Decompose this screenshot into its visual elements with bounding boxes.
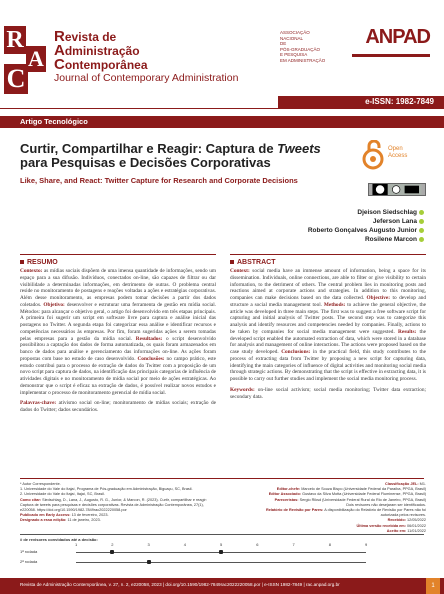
anpad-logo: [280, 24, 430, 74]
affiliation-item: 1. Universidade do Vale do Itajaí, Programa de Pós-graduação em Administração, Biguaçu, SC, Brasil.: [20, 487, 193, 492]
journal-title: [54, 30, 148, 72]
footer-citation[interactable]: Revista de Administração Contemporânea, v. 27, n. 2, e220058, 2023 | doi.org/10.1590/1982-7849rac2022220058.por | e-ISSN 1982-7849 | rac.anpad.org.br: [20, 582, 340, 587]
abstract-paragraph: [230, 268, 426, 383]
author-name[interactable]: Roberto Gonçalves Augusto Junior: [307, 227, 417, 234]
affiliation-item: 2. Universidade do Vale do Itajaí, Itajaí, SC, Brasil.: [20, 492, 105, 497]
bullet-square-icon: [20, 260, 24, 264]
note-text: M1.: [418, 482, 426, 486]
resumo-text: as mídias sociais dispõem de uma imensa quantidade de informações, sendo um espaço para a sua difusão. Indivíduos, conectados on-line, são capazes de filtrar ou dar visibilidade a determinadas informações, em detrimento de outras. O problema central reside no monitoramento de postagens e reações voltadas a ações e estratégias corporativas. Além desse monitoramento, as empresas podem tomar decisões a partir dos dados coletados.: [20, 268, 216, 308]
editorial-info: [250, 482, 426, 534]
review-round-label: 1ª rodada: [20, 549, 38, 554]
note-label: Aceito em:: [386, 528, 407, 533]
association-line: E PESQUISA: [280, 52, 308, 57]
resumo-body: [20, 268, 216, 414]
article-title: [20, 142, 340, 170]
author-item[interactable]: [308, 226, 424, 235]
logo-letter-r: R: [4, 26, 26, 54]
open-access-icon: [360, 140, 386, 170]
title-part: para Pesquisas e Decisões Corporativas: [20, 155, 271, 170]
association-line: ASSOCIAÇÃO: [280, 30, 310, 35]
journal-title-initial-r: R: [54, 28, 65, 45]
resumo-label: Contexto:: [20, 268, 43, 274]
review-divider: [20, 534, 424, 535]
assigned-note: [20, 518, 216, 523]
resumo-text: desenvolver e estruturar uma ferramenta de gestão em mídia social. Métodos: para alcançar o objetivo geral, o artigo foi desenvolvido em três etapas principais. A primeira foi sugerir um script em software livre para captura e análise inicial das postagens no Twitter. A segunda etapa foi categorizar essa análise e identificar recursos e competências necessários às empresas. Por fim, foram sugeridas ações a serem tomadas pelas empresas para a gestão da mídia social.: [20, 301, 216, 342]
section-label: Artigo Tecnológico: [20, 117, 88, 126]
journal-title-initial-c: C: [54, 56, 65, 73]
review-tick-label: 9: [365, 542, 368, 547]
keywords-label: Keywords:: [230, 386, 255, 393]
keywords-text: ativismo social on-line; monitoramento de mídias sociais; extração de dados do Twitter; dados secundários.: [20, 400, 216, 413]
author-name[interactable]: Djeison Siedschlag: [357, 209, 417, 216]
author-item[interactable]: [308, 208, 424, 217]
keywords-label: Palavras-chave:: [20, 400, 57, 407]
open-access-badge[interactable]: [360, 140, 430, 180]
note-text: 06/01/2022: [405, 523, 426, 528]
abstract-section: [230, 254, 426, 404]
resumo-label: Resultados:: [135, 335, 163, 342]
resumo-paragraph: [20, 268, 216, 396]
resumo-label: Conclusões:: [137, 355, 165, 362]
title-emphasis: Tweets: [277, 141, 321, 156]
orcid-icon[interactable]: [419, 210, 424, 215]
review-scale: [20, 542, 424, 548]
review-tick-label: 5: [220, 542, 223, 547]
author-item[interactable]: [308, 235, 424, 244]
abstract-label: Results:: [398, 328, 417, 335]
note-text: 13 de fevereiro, 2023.: [70, 513, 109, 518]
orcid-icon[interactable]: [419, 228, 424, 233]
note-label: Última versão recebida em:: [356, 523, 406, 528]
abstract-label: Methods:: [323, 301, 346, 308]
association-text: [280, 30, 340, 63]
note-text: 11/01/2022: [406, 528, 426, 533]
logo-letter-a: A: [26, 46, 46, 72]
note-text[interactable]: Siedschlag, D., Lana, J., Augusto, R. G., Junior, & Marcon, R. (2023). Curtir, compartilhar e reagir: Captura de tweets para pesquisas e decisões corporativas. Revista de Administração Contemporânea, 27(1), e220058. https://doi.org/10.1590/1982-7849rac2022220058.por: [20, 497, 207, 513]
resumo-text: no campo prático, este estudo contribui para o processo de extração de dados do Twitter com a proposição de um novo script para captura de dados, na identificação das principais categorias de influência de atividades digitais e no monitoramento de mídia social por meio de ações estratégicas. Ao demonstrar que o script é eficaz na extração de dados, é possível realizar novos estudos e implementar o processo de monitoramento gerencial de mídia social.: [20, 355, 216, 396]
article-title-english: Like, Share, and React: Twitter Capture for Research and Corporate Decisions: [20, 176, 298, 185]
title-part: Curtir, Compartilhar e Reagir: Captura de: [20, 141, 278, 156]
journal-title-rest-1: evista de: [64, 30, 117, 44]
logo-letter-c: C: [4, 64, 28, 94]
footnote-divider: [20, 478, 424, 479]
resumo-section: [20, 254, 216, 418]
review-tick-label: 4: [183, 542, 186, 547]
note-label: Relatório de Revisão por Pares:: [266, 508, 324, 513]
abstract-text: to achieve the general objective, the article was developed in three main steps. The first was to suggest a free software script for capturing and initial analysis of Twitter posts. The second step was to categorize this analysis and identify resources and competencies needed by companies. Finally, actions to be taken by companies for social media management were suggested.: [230, 301, 426, 335]
association-line: DE: [280, 41, 287, 46]
article-notes: [20, 482, 216, 524]
abstract-text: to develop and structure a social media management tool.: [230, 295, 426, 308]
journal-title-rest-2: dministração: [64, 44, 140, 58]
author-name[interactable]: Rosilene Marcon: [364, 236, 417, 243]
note-label: Editor Associado:: [268, 492, 302, 497]
review-round-label: 2ª rodada: [20, 559, 38, 564]
issn-label: e-ISSN: 1982-7849: [365, 97, 434, 106]
note-text: Marcelo de Souza Bispo (Universidade Federal da Paraíba, PPGA, Brasil): [300, 487, 426, 492]
note-label: Designado a essa edição:: [20, 518, 67, 523]
citation-note: [20, 498, 216, 514]
association-line: NACIONAL: [280, 35, 304, 41]
note-label: Recebido:: [387, 518, 406, 523]
note-text: 11 de janeiro, 2023.: [66, 518, 101, 523]
review-track: [76, 562, 366, 563]
note-text: Sergio Riksd (Universidade Federal Rural do Rio de Janeiro, PPGA, Brasil): [298, 497, 426, 502]
review-tick-label: 1: [75, 542, 78, 547]
review-tick-label: 7: [292, 542, 295, 547]
journal-title-rest-3: ontemporânea: [64, 58, 148, 72]
note-text: Dois revisores não desejaram ser identificados.: [346, 502, 426, 507]
resumo-keywords: [20, 400, 216, 414]
review-dot: [110, 550, 114, 554]
open-access-word: Open: [388, 146, 403, 152]
association-line: EM ADMINISTRAÇÃO: [280, 57, 326, 63]
review-tick-label: 3: [147, 542, 150, 547]
anpad-wordmark: ANPAD: [365, 26, 430, 48]
abstract-heading: [230, 254, 426, 268]
review-dot: [147, 560, 151, 564]
abstract-label: Objective:: [366, 295, 391, 301]
bullet-square-icon: [230, 260, 234, 264]
header-divider: [0, 108, 444, 109]
review-tick-label: 8: [328, 542, 331, 547]
abstract-body: [230, 268, 426, 400]
resumo-heading-text: RESUMO: [27, 259, 58, 266]
review-tick-label: 6: [256, 542, 259, 547]
abstract-heading-text: ABSTRACT: [237, 259, 276, 266]
journal-title-english: Journal of Contemporary Administration: [54, 72, 239, 84]
rac-logo: [4, 26, 46, 94]
orcid-icon[interactable]: [419, 219, 424, 224]
page-number: 1: [426, 578, 440, 594]
peer-review-report-note: [250, 508, 426, 518]
open-access-text: [388, 146, 407, 160]
abstract-text: social media have an immense amount of information, being a space for its dissemination. Individuals, online connections, are able to filter or give visibility to certain information, to the detriment of others. The central problem lies in monitoring posts and reactions aimed at corporate actions and strategies. In addition to this monitoring, companies can make decisions based on the data collected.: [230, 268, 426, 301]
note-label: Editor-chefe:: [276, 487, 301, 492]
note-label: Classificação JEL:: [385, 482, 419, 486]
abstract-text: the developed script enabled the automated extraction of data, which were stored in a database for analysis and management of online interactions. The actions were proposed based on the case study developed.: [230, 328, 427, 355]
journal-title-initial-a: A: [54, 42, 65, 59]
resumo-text: o script desenvolvido possibilitou a captação dos dados de forma automatizada, os quais foram armazenados em banco de dados para análise e gerenciamento das informações on-line. As ações foram propostas com base no estudo de caso desenvolvido.: [20, 335, 216, 362]
author-item[interactable]: [308, 217, 424, 226]
note-text: Gustavo da Silva Motta (Universidade Federal Fluminense, PPGA, Brasil): [301, 492, 426, 497]
keywords-text: on-line social activism; social media monitoring; Twitter data extraction; secondary data.: [230, 386, 426, 400]
note-text: A disponibilização do Relatório de Revisão por Pares não foi autorizada pelos revisores.: [323, 508, 426, 518]
open-access-word: Access: [388, 153, 408, 159]
resumo-label: Objetivo:: [43, 301, 65, 308]
abstract-keywords: [230, 387, 426, 401]
note-label: Publicado em Early Access:: [20, 513, 71, 518]
corresponding-note: * Autor Correspondente.: [20, 482, 61, 486]
note-text: 12/05/2022: [405, 518, 426, 523]
review-dot: [219, 550, 223, 554]
resumo-heading: [20, 254, 216, 268]
review-round-row: [20, 549, 424, 557]
review-tick-label: 2: [111, 542, 114, 547]
author-name[interactable]: Jeferson Lana: [372, 218, 417, 225]
creative-commons-license-badge[interactable]: [368, 183, 426, 196]
review-title: # de revisores convidados até a decisão:: [20, 537, 98, 542]
anpad-underline: [352, 54, 430, 57]
orcid-icon[interactable]: [419, 237, 424, 242]
note-label: Como citar:: [20, 497, 42, 502]
journal-header: [0, 0, 444, 112]
abstract-label: Conclusions:: [281, 349, 311, 355]
association-line: PÓS-GRADUAÇÃO: [280, 46, 321, 52]
author-list: [308, 208, 424, 244]
note-label: Pareceristas:: [274, 497, 299, 502]
abstract-text: in the practical field, this study contributes to the process of extracting data from Twitter by proposing a new script for capturing data, identifying the main categories of influence of digital activities and monitoring social media through strategic actions. By demonstrating that the script is effective in extracting data, it is possible to carry out further studies and implement the social media monitoring process.: [230, 349, 426, 382]
abstract-label: Context:: [230, 268, 250, 274]
review-round-row: [20, 559, 424, 567]
